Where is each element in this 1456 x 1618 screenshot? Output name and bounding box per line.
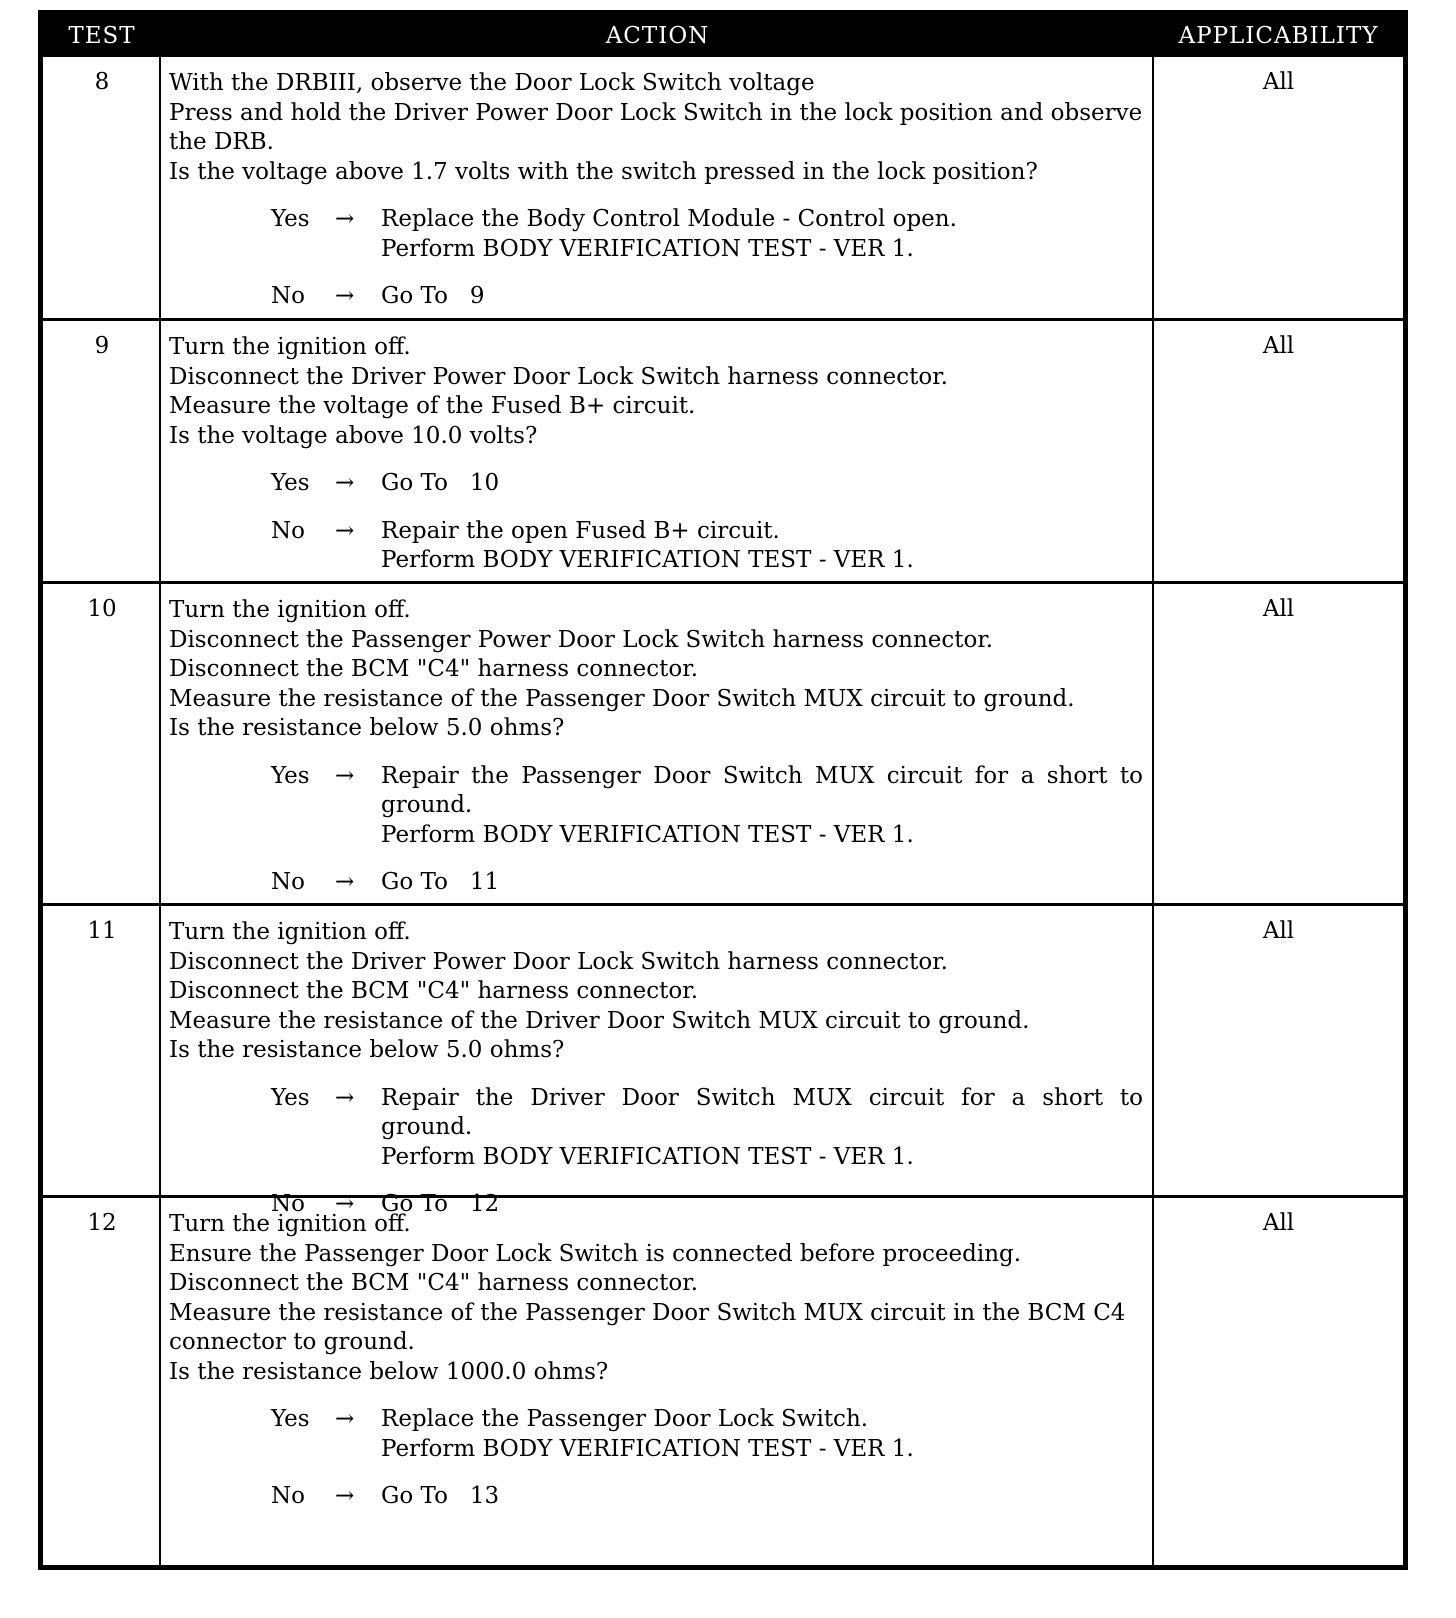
outcome-result: Go To 12 — [381, 1191, 500, 1217]
outcome-no — [169, 1482, 1143, 1512]
action-step: Disconnect the Passenger Power Door Lock Switch harness connector. — [169, 626, 994, 653]
outcome-label: No — [271, 283, 305, 309]
arrow-icon: → — [335, 283, 355, 309]
action-step: Measure the resistance of the Driver Door Switch MUX circuit to ground. — [169, 1007, 1030, 1034]
outcome-label: Yes — [271, 206, 310, 232]
outcome-yes — [169, 762, 1151, 851]
outcome-label: Yes — [271, 1084, 310, 1111]
arrow-icon: → — [335, 517, 355, 544]
action-step: Is the resistance below 1000.0 ohms? — [169, 1358, 609, 1385]
outcome-label: Yes — [271, 1406, 310, 1432]
action-step: Press and hold the Driver Power Door Lock Switch in the lock position and observe the DRB. — [169, 99, 1143, 155]
action-cell — [169, 333, 1143, 594]
action-step: Turn the ignition off. — [169, 597, 411, 623]
test-number: 8 — [94, 69, 110, 95]
action-cell — [169, 69, 1143, 330]
outcome-label: No — [271, 869, 305, 895]
action-step: Disconnect the BCM "C4" harness connector. — [169, 1270, 699, 1296]
action-step: Is the voltage above 10.0 volts? — [169, 422, 538, 449]
table-row — [43, 1195, 1403, 1570]
table-row — [43, 581, 1403, 903]
applicability-value: All — [1262, 69, 1295, 95]
applicability-value: All — [1262, 596, 1295, 622]
test-number: 10 — [87, 596, 117, 622]
outcome-result: Perform BODY VERIFICATION TEST - VER 1. — [381, 547, 914, 573]
applicability-value: All — [1262, 333, 1295, 359]
test-number: 9 — [94, 333, 110, 359]
action-step: Measure the resistance of the Passenger Door Switch MUX circuit to ground. — [169, 685, 1075, 712]
table-row — [43, 318, 1403, 581]
outcome-label: No — [271, 1191, 305, 1217]
outcome-label: No — [271, 517, 305, 544]
outcome-result: Perform BODY VERIFICATION TEST - VER 1. — [381, 821, 914, 848]
outcome-result: Perform BODY VERIFICATION TEST - VER 1. — [381, 1435, 914, 1462]
action-step: Turn the ignition off. — [169, 1211, 411, 1237]
outcome-result: Go To 13 — [381, 1483, 500, 1509]
outcome-yes — [169, 1405, 1143, 1464]
action-step: Is the resistance below 5.0 ohms? — [169, 1037, 565, 1063]
arrow-icon: → — [335, 1406, 355, 1432]
arrow-icon: → — [335, 1191, 355, 1217]
outcome-yes — [169, 1084, 1151, 1173]
outcome-result: Replace the Passenger Door Lock Switch. — [381, 1406, 869, 1432]
action-step: Disconnect the BCM "C4" harness connector. — [169, 978, 699, 1004]
outcome-result: Replace the Body Control Module - Control open. — [381, 206, 957, 232]
action-step: Measure the resistance of the Passenger Door Switch MUX circuit in the BCM C4 connector to ground. — [169, 1299, 1126, 1355]
outcome-no — [169, 868, 1143, 898]
action-step: Ensure the Passenger Door Lock Switch is connected before proceeding. — [169, 1240, 1022, 1267]
arrow-icon: → — [335, 470, 355, 496]
action-cell — [169, 596, 1151, 916]
header-applicability: APPLICABILITY — [1178, 23, 1379, 49]
action-cell — [169, 918, 1151, 1238]
outcome-result: Repair the Driver Door Switch MUX circuit for a short to ground. — [381, 1084, 1151, 1140]
table-row — [43, 57, 1403, 318]
arrow-icon: → — [335, 869, 355, 895]
action-step: With the DRBIII, observe the Door Lock Switch voltage — [169, 70, 815, 96]
table-header — [43, 15, 1403, 57]
arrow-icon: → — [335, 1084, 355, 1111]
header-test: TEST — [68, 23, 136, 49]
outcome-yes — [169, 205, 1143, 264]
arrow-icon: → — [335, 206, 355, 232]
arrow-icon: → — [335, 762, 355, 789]
action-cell — [169, 1210, 1143, 1530]
test-number: 11 — [87, 918, 117, 944]
outcome-result: Go To 11 — [381, 869, 500, 895]
outcome-result: Go To 9 — [381, 283, 485, 309]
outcome-no — [169, 517, 1143, 576]
action-step: Disconnect the Driver Power Door Lock Switch harness connector. — [169, 948, 948, 975]
outcome-no — [169, 282, 1143, 312]
header-action: ACTION — [605, 23, 710, 49]
applicability-value: All — [1262, 1210, 1295, 1236]
action-step: Disconnect the Driver Power Door Lock Switch harness connector. — [169, 363, 948, 390]
action-step: Turn the ignition off. — [169, 334, 411, 360]
outcome-result: Repair the Passenger Door Switch MUX circuit for a short to ground. — [381, 762, 1151, 818]
action-step: Turn the ignition off. — [169, 919, 411, 945]
outcome-label: Yes — [271, 762, 310, 789]
outcome-result: Repair the open Fused B+ circuit. — [381, 517, 780, 544]
table-row — [43, 903, 1403, 1217]
outcome-result: Perform BODY VERIFICATION TEST - VER 1. — [381, 235, 914, 262]
arrow-icon: → — [335, 1483, 355, 1509]
outcome-result: Perform BODY VERIFICATION TEST - VER 1. — [381, 1143, 914, 1170]
outcome-result: Go To 10 — [381, 470, 500, 496]
outcome-label: No — [271, 1483, 305, 1509]
action-step: Disconnect the BCM "C4" harness connector. — [169, 656, 699, 682]
outcome-yes — [169, 469, 1143, 499]
action-step: Measure the voltage of the Fused B+ circuit. — [169, 393, 696, 419]
test-number: 12 — [87, 1210, 117, 1236]
applicability-value: All — [1262, 918, 1295, 944]
outcome-label: Yes — [271, 470, 310, 496]
action-step: Is the voltage above 1.7 volts with the switch pressed in the lock position? — [169, 158, 1038, 185]
diagnostic-table — [38, 10, 1408, 1570]
action-step: Is the resistance below 5.0 ohms? — [169, 715, 565, 741]
